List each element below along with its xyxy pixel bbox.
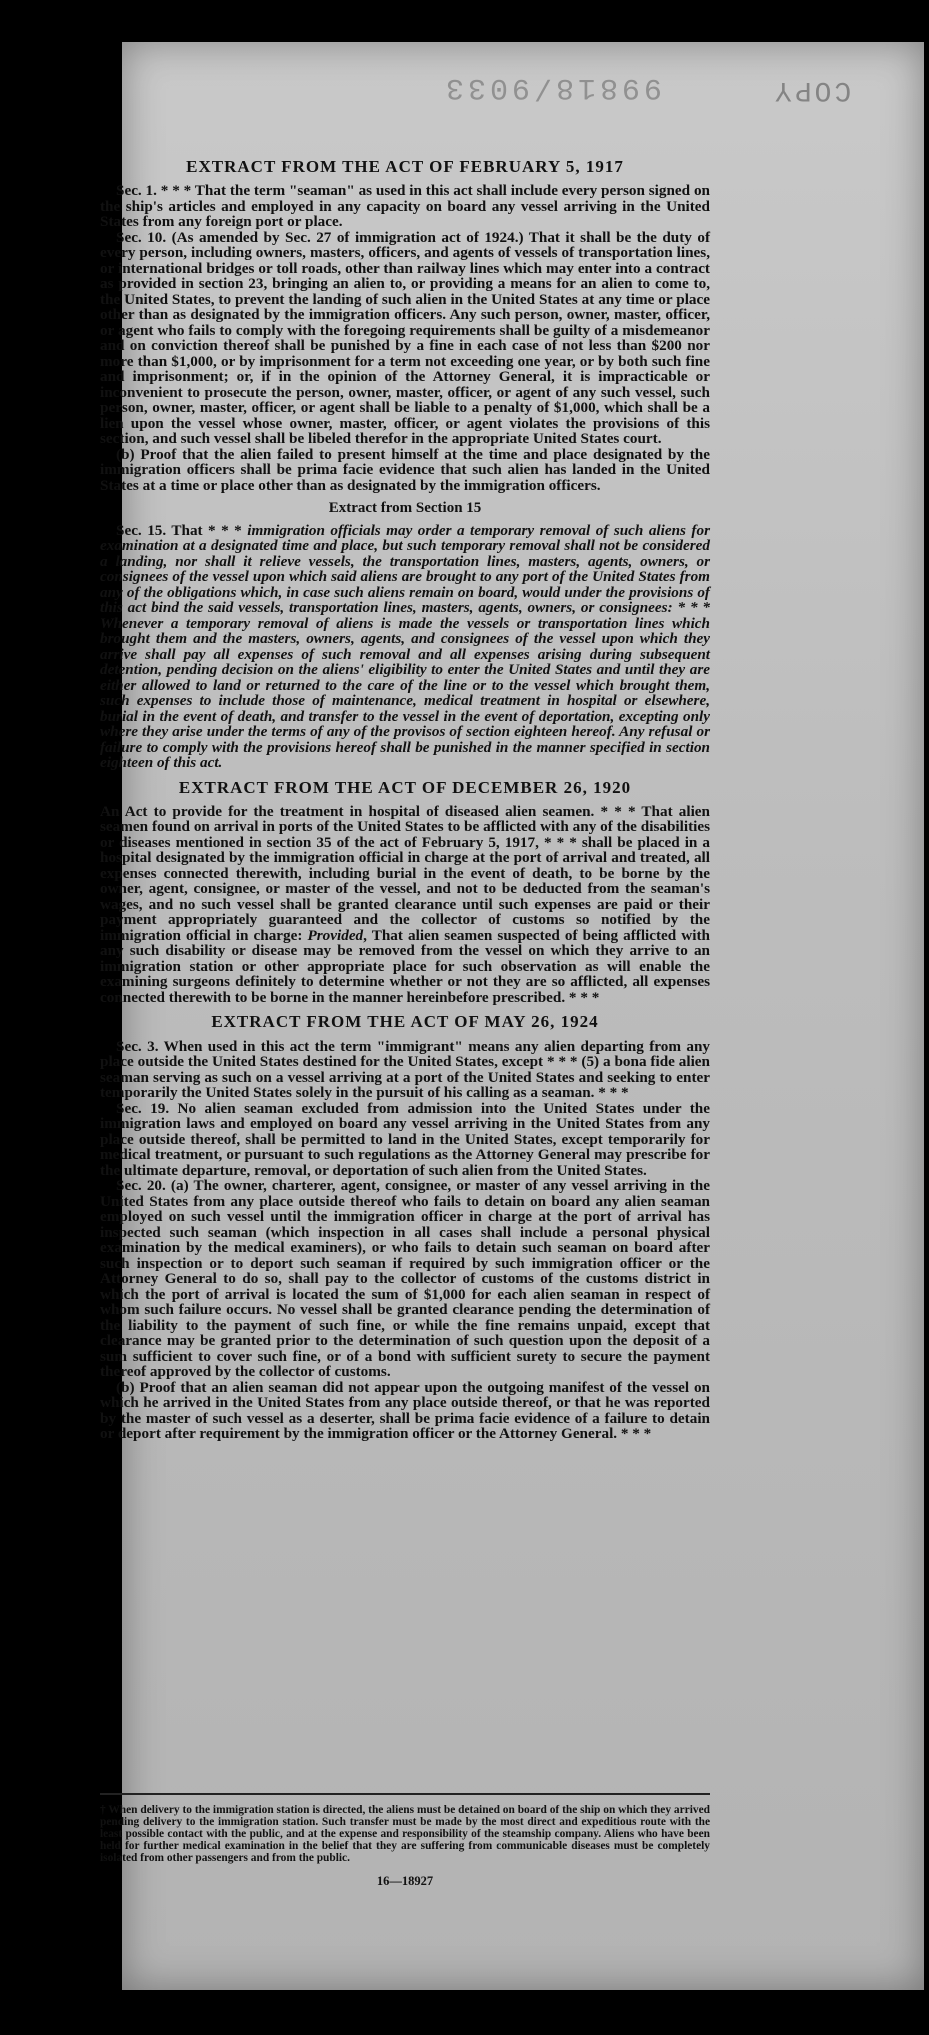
serial-stamp: 99818/9033 (442, 70, 663, 104)
paragraph-act-1920 (100, 804, 710, 1006)
act-1920-text-end: , That alien seamen suspected of being afflicted with any such disability or disease may be removed from the vessel on which they arrive to an immigration station or other appropriate place for such observation as will enable the examining surgeons definitely to determine whether or not they are so afflicted, all expenses connected therewith to be borne in the manner hereinbefore prescribed. * * * (100, 926, 710, 1006)
sec-15-italic-text: immigration officials may order a temporary removal of such aliens for examination at a designated time and place, but such temporary removal shall not be considered a landing, nor shall it relieve vessels, the transportation lines, masters, agents, owners, or consignees of the vessel upon which said aliens are brought to any port of the United States from any of the obligations which, in case such aliens remain on board, would under the provisions of this act bind the said vessels, transportation lines, masters, agents, owners, or consignees: * * * Whenever a temporary removal of aliens is made the vessels or transportation lines which brought them and the masters, owners, agents, and consignees of the vessel upon which they arrive shall pay all expenses of such removal and all expenses arising during subsequent detention, pending decision on the aliens' eligibility to enter the United States and until they are either allowed to land or returned to the care of the line or to the vessel which brought them, such expenses to include those of maintenance, medical treatment in hospital or elsewhere, burial in the event of death, and transfer to the vessel in the event of deportation, excepting only where they arise under the terms of any of the provisos of section eighteen hereof. Any refusal or failure to comply with the provisions hereof shall be punished in the manner specified in section eighteen of this act. (100, 521, 710, 772)
paragraph-sec-20b: (b) Proof that an alien seaman did not appear upon the outgoing manifest of the vessel on which he arrived in the United States from any place outside thereof, or that he was reported by the master of such vessel as a deserter, shall be prima facie evidence of a failure to detain or deport after requirement by the immigration officer or the Attorney General. * * * (100, 1378, 710, 1443)
sec-15-lead: Sec. 15. That * * * (116, 521, 248, 539)
heading-act-1920: EXTRACT FROM THE ACT OF DECEMBER 26, 1920 (178, 777, 632, 797)
paragraph-sec-3: Sec. 3. When used in this act the term "immigrant" means any alien departing from any place outside the United States destined for the United States, except * * * (5) a bona fide alien seaman serving as such on a vessel arriving at a port of the United States and seeking to enter temporarily the United States solely in the pursuit of his calling as a seaman. * * * (100, 1037, 710, 1102)
heading-act-1924: EXTRACT FROM THE ACT OF MAY 26, 1924 (211, 1012, 599, 1032)
paragraph-sec-19: Sec. 19. No alien seaman excluded from admission into the United States under the immigration laws and employed on board any vessel arriving in the United States from any place outside thereof, shall be permitted to land in the United States, except temporarily for medical treatment, or pursuant to such regulations as the Attorney General may prescribe for the ultimate departure, removal, or deportation of such alien from the United States. (100, 1099, 710, 1179)
heading-act-1917: EXTRACT FROM THE ACT OF FEBRUARY 5, 1917 (186, 157, 624, 176)
footnote-text: † When delivery to the immigration station is directed, the aliens must be detained on board of the ship on which they arrived pending delivery to the immigration station. Such transfer must be made by the most direct and expeditious route with the least possible contact with the public, and at the expense and responsibility of the steamship company. Aliens who have been held for further medical examination in the belief that they are suffering from communicable diseases must be completely isolated from other passengers and from the public. (100, 1804, 710, 1864)
paragraph-sec-10b: (b) Proof that the alien failed to present himself at the time and place designated by the immigration officers shall be prima facie evidence that such alien has landed in the United States at a time or place other than as designated by the immigration officers. (100, 445, 710, 494)
paragraph-sec-1: Sec. 1. * * * That the term "seaman" as used in this act shall include every person signed on the ship's articles and employed in any capacity on board any vessel arriving in the United States from any foreign port or place. (100, 182, 710, 231)
paragraph-sec-15 (100, 523, 710, 771)
act-1920-text: An Act to provide for the treatment in hospital of diseased alien seamen. * * * That alien seamen found on arrival in ports of the United States to be afflicted with any of the disabilities or diseases mentioned in section 35 of the act of February 5, 1917, * * * shall be placed in a hospital designated by the immigration official in charge at the port of arrival and treated, all expenses connected therewith, including burial in the event of death, to be borne by the owner, agent, consignee, or master of the vessel, and not to be deducted from the seaman's wages, and no such vessel shall be granted clearance until such expenses are paid or their payment appropriately guaranteed and the collector of customs so notified by the immigration official in charge: (100, 802, 710, 944)
heading-section-15: Extract from Section 15 (328, 500, 482, 517)
act-1920-provided: Provided (307, 926, 364, 944)
paragraph-sec-10: Sec. 10. (As amended by Sec. 27 of immigration act of 1924.) That it shall be the duty of every person, including owners, masters, officers, and agents of vessels of transportation lines, or international bridges or toll roads, other than railway lines which may enter into a contract as provided in section 23, bringing an alien to, or providing a means for an alien to come to, the United States, to prevent the landing of such alien in the United States at any time or place other than as designated by the immigration officers. Any such person, owner, master, officer, or agent who fails to comply with the foregoing requirements shall be guilty of a misdemeanor and on conviction thereof shall be punished by a fine in each case of not less than $200 nor more than $1,000, or by imprisonment for a term not exceeding one year, or by both such fine and imprisonment; or, if in the opinion of the Attorney General, it is impracticable or inconvenient to prosecute the person, owner, master, officer, or agent of any such vessel, such person, owner, master, officer, or agent shall be liable to a penalty of $1,000, which shall be a lien upon the vessel whose owner, master, officer, or agent violates the provisions of this section, and such vessel shall be libeled therefor in the appropriate United States court. (100, 228, 710, 448)
footnote (100, 1793, 710, 1888)
form-number: 16—18927 (376, 1873, 434, 1888)
copy-stamp: COPY (772, 74, 852, 105)
paragraph-sec-20a: Sec. 20. (a) The owner, charterer, agent, consignee, or master of any vessel arriving in the United States from any place outside thereof who fails to detain on board any alien seaman employed on such vessel until the immigration officer in charge at the port of arrival has inspected such seaman (which inspection in all cases shall include a personal physical examination by the medical examiners), or who fails to detain such seaman on board after such inspection or to deport such seaman if required by such immigration officer or the Attorney General to do so, shall pay to the collector of customs of the customs district in which the port of arrival is located the sum of $1,000 for each alien seaman in respect of whom such failure occurs. No vessel shall be granted clearance pending the determination of the liability to the payment of such fine, or while the fine remains unpaid, except that clearance may be granted prior to the determination of such question upon the deposit of a sum sufficient to cover such fine, or of a bond with sufficient surety to secure the payment thereof approved by the collector of customs. (100, 1177, 710, 1381)
document-body (100, 150, 710, 1442)
